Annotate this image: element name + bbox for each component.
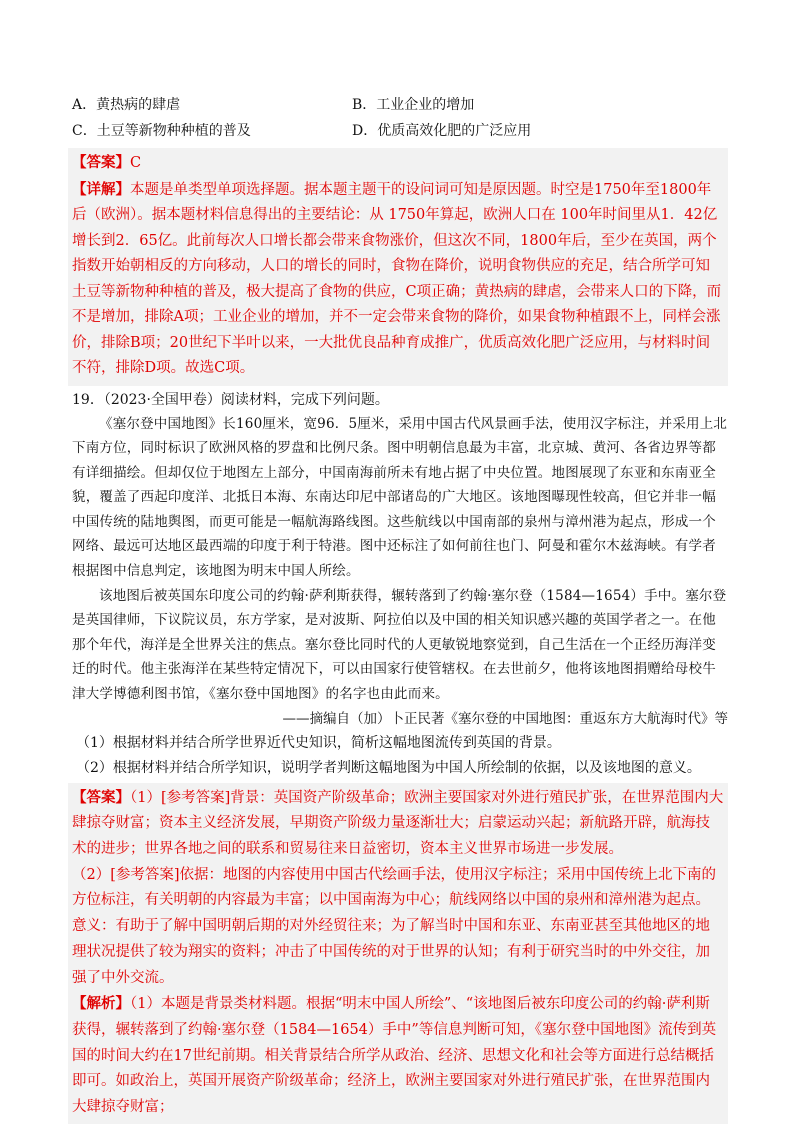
option-b: B．工业企业的增加: [352, 97, 475, 113]
answer-value: C: [130, 155, 142, 171]
answer-tag: 【答案】: [72, 788, 130, 806]
q19-answer-block: [68, 783, 728, 1124]
answer-part-2: （2）[参考答案]依据：地图的内容使用中国古代绘画手法，使用汉字标注；采用中国传统上北下南的方位标注，有关明朝的内容最为丰富；以中国南海为中心；航线网络以中国的泉州和漳州港为起点。意义：有助于了解中国明朝后期的对外经贸往来；为了解当时中国和东亚、东南亚甚至其他地区的地理状况提供了较为翔实的资料；冲击了中国传统的对于世界的认知；有利于研究当时的中外交往，加强了中外交流。: [72, 866, 717, 986]
q19-stem: 19．（2023·全国甲卷）阅读材料，完成下列问题。: [72, 391, 389, 408]
analysis-text: （1）本题是背景类材料题。根据“明末中国人所绘”、“该地图后被东印度公司的约翰·萨利斯获得，辗转落到了约翰·塞尔登（1584—1654）手中”等信息判断可知，《塞尔登中国地图》流传到英国的时间大约在17世纪前期。相关背景结合所学从政治、经济、思想文化和社会等方面进行总结概括即可。如政治上，英国开展资产阶级革命；经济上，欧洲主要国家对外进行殖民扩张，在世界范围内大肆掠夺财富；: [72, 996, 717, 1116]
sub-question-2: （2）根据材料并结合所学知识，说明学者判断这幅地图为中国人所绘制的依据，以及该地图的意义。: [76, 759, 701, 776]
material-source: ——摘编自（加）卜正民著《塞尔登的中国地图：重返东方大航海时代》等: [282, 710, 728, 727]
detail-text: 本题是单类型单项选择题。据本题主题干的设问词可知是原因题。时空是1750年至1800年后（欧洲）。据本题材料信息得出的主要结论：从 1750年算起，欧洲人口在 100年时间里从1．42亿增长到2．65亿。此前每次人口增长都会带来食物涨价，但这次不同，1800年后，至少在英国，两个指数开始朝相反的方向移动，人口的增长的同时，食物在降价，说明食物供应的充足，结合所学可知土豆等新物种种植的普及，极大提高了食物的供应，C项正确；黄热病的肆虐，会带来人口的下降，而不是增加，排除A项；工业企业的增加，并不一定会带来食物的降价，如果食物种植跟不上，同样会涨价，排除B项；20世纪下半叶以来，一大批优良品种育成推广，优质高效化肥广泛应用，与材料时间不符，排除D项。故选C项。: [72, 181, 722, 376]
q18-answer-block: [68, 148, 728, 386]
material-paragraph-1: 《塞尔登中国地图》长160厘米，宽96．5厘米，采用中国古代风景画手法，使用汉字标注，并采用上北下南方位，同时标识了欧洲风格的罗盘和比例尺条。图中明朝信息最为丰富，北京城、黄河、各省边界等都有详细描绘。但却仅位于地图左上部分，中国南海前所未有地占据了中央位置。地图展现了东亚和东南亚全貌，覆盖了西起印度洋、北抵日本海、东南达印尼中部诸岛的广大地区。该地图曝现性较高，但它并非一幅中国传统的陆地舆图，而更可能是一幅航海路线图。这些航线以中国南部的泉州与漳州港为起点，形成一个网络、最远可达地区最西端的印度于利于特港。图中还标注了如何前往也门、阿曼和霍尔木兹海峡。有学者根据图中信息判定，该地图为明末中国人所绘。: [72, 415, 728, 580]
answer-part-1: （1）[参考答案]背景：英国资产阶级革命；欧洲主要国家对外进行殖民扩张，在世界范围内大肆掠夺财富；资本主义经济发展，早期资产阶级力量逐渐壮大；启蒙运动兴起；新航路开辟，航海技术的进步；世界各地之间的联系和贸易往来日益密切，资本主义世界市场进一步发展。: [72, 789, 724, 858]
detail-tag: 【详解】: [72, 180, 130, 198]
analysis-tag: 【解析】: [72, 995, 130, 1013]
sub-question-1: （1）根据材料并结合所学世界近代史知识，简析这幅地图流传到英国的背景。: [76, 734, 561, 751]
answer-tag: 【答案】: [72, 154, 130, 171]
material-paragraph-2: 该地图后被英国东印度公司的约翰·萨利斯获得，辗转落到了约翰·塞尔登（1584—1654）手中。塞尔登是英国律师，下议院议员，东方学家，是对波斯、阿拉伯以及中国的相关知识感兴趣的英国学者之一。在他那个年代，海洋是全世界关注的焦点。塞尔登比同时代的人更敏锐地察觉到，自己生活在一个正经历海洋变迁的时代。他主张海洋在某些特定情况下，可以由国家行使管辖权。在去世前夕，他将该地图捐赠给母校牛津大学博德利图书馆，《塞尔登中国地图》的名字也由此而来。: [72, 587, 727, 703]
page: [72, 92, 728, 1124]
option-d: D．优质高效化肥的广泛应用: [352, 123, 532, 139]
option-c: C．土豆等新物种种植的普及: [72, 123, 251, 139]
q18-options: [72, 92, 728, 144]
option-a: A．黄热病的肆虐: [72, 97, 181, 113]
